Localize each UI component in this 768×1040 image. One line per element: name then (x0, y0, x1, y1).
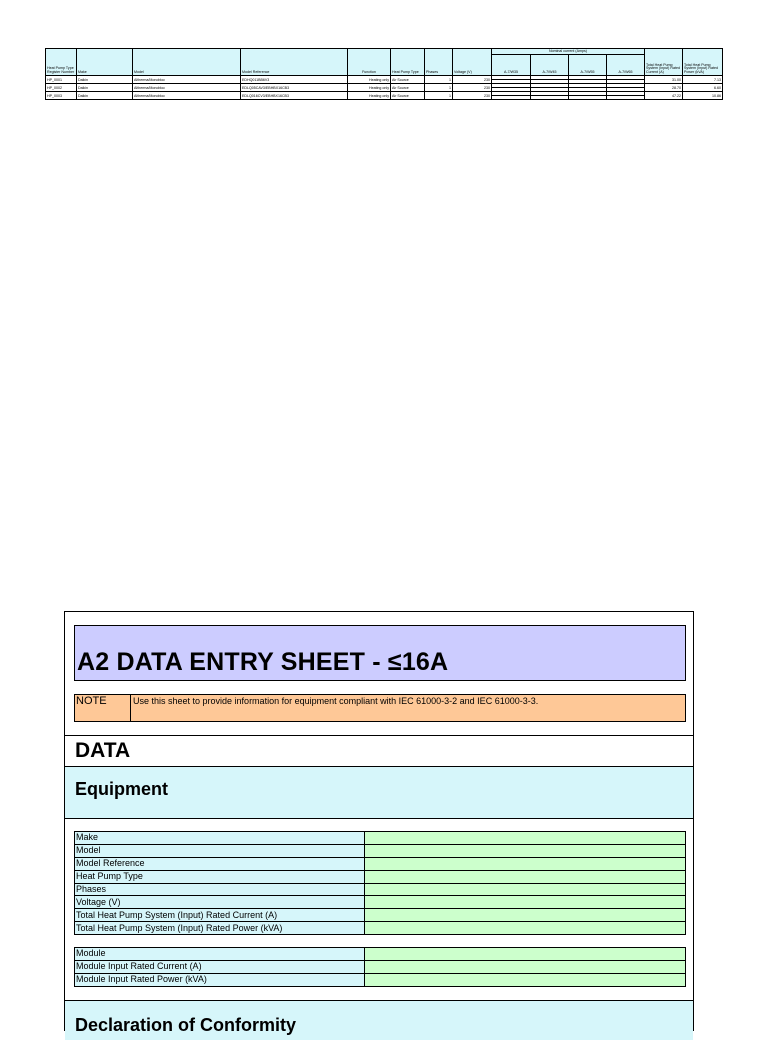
cell-make: Daikin (77, 92, 133, 100)
cell-a7w45 (531, 76, 569, 84)
cell-make: Daikin (77, 84, 133, 92)
cell-model: Altherma/Monobloc (133, 84, 241, 92)
col-header-total-power: Total Heat Pump System (Input) Rated Power (kVA) (683, 49, 723, 76)
col-header-voltage: Voltage (V) (453, 49, 492, 76)
col-header-total-current: Total Heat Pump System (Input) Rated Current (A) (645, 49, 683, 76)
voltage-input[interactable] (365, 896, 686, 909)
cell-a7w55 (569, 92, 607, 100)
form-row-model-reference (75, 857, 686, 870)
module-current-input[interactable] (365, 960, 686, 973)
module-power-input[interactable] (365, 973, 686, 986)
cell-total-power: 6.60 (683, 84, 723, 92)
table-row (46, 84, 723, 92)
cell-total-current: 47.22 (645, 92, 683, 100)
equipment-section-header (65, 767, 693, 819)
cell-a7w35 (492, 84, 531, 92)
data-entry-sheet (64, 611, 694, 1035)
form-row-module-current (75, 960, 686, 973)
cell-model: Altherma/Monobloc (133, 76, 241, 84)
cell-model: Altherma/Monobloc (133, 92, 241, 100)
col-header-a7w65: A-7/W65 (607, 55, 645, 76)
heat-pump-register-table (45, 48, 723, 100)
field-label-total-power: Total Heat Pump System (Input) Rated Power (kVA) (75, 922, 365, 935)
declaration-section-header (65, 1000, 693, 1040)
cell-phases: 1 (425, 76, 453, 84)
cell-phases: 1 (425, 92, 453, 100)
module-form (74, 947, 686, 987)
sheet-title-box (74, 625, 686, 681)
col-header-heat-pump-type: Heat Pump Type (391, 49, 425, 76)
col-header-a7w35: A-7/W35 (492, 55, 531, 76)
model-reference-input[interactable] (365, 857, 686, 870)
col-header-model-reference: Model Reference (241, 49, 348, 76)
cell-register-number: HP_0002 (46, 84, 77, 92)
cell-total-current: 28.70 (645, 84, 683, 92)
cell-voltage: 230 (453, 84, 492, 92)
field-label-module-power: Module Input Rated Power (kVA) (75, 973, 365, 986)
cell-model-reference: EDLQ016CV3/EBHBX16CB3 (241, 92, 348, 100)
cell-total-current: 31.00 (645, 76, 683, 84)
data-section-header (65, 735, 693, 767)
cell-model-reference: EDHQ011BB6V3 (241, 76, 348, 84)
cell-function: Heating only (348, 84, 391, 92)
col-header-a7w55: A-7/W55 (569, 55, 607, 76)
equipment-heading: Equipment (75, 779, 168, 799)
form-row-make (75, 832, 686, 845)
field-label-module: Module (75, 948, 365, 961)
field-label-make: Make (75, 832, 365, 845)
cell-model-reference: EDLQ05CAV3/EBHBX16CB3 (241, 84, 348, 92)
cell-register-number: HP_0003 (46, 92, 77, 100)
field-label-module-current: Module Input Rated Current (A) (75, 960, 365, 973)
make-input[interactable] (365, 832, 686, 845)
data-heading: DATA (75, 739, 131, 762)
col-header-model: Model (133, 49, 241, 76)
total-power-input[interactable] (365, 922, 686, 935)
form-row-model (75, 844, 686, 857)
col-header-register-number: Heat Pump Type Register Number (46, 49, 77, 76)
cell-voltage: 230 (453, 92, 492, 100)
module-input[interactable] (365, 948, 686, 961)
col-header-phases: Phases (425, 49, 453, 76)
note-text: Use this sheet to provide information for equipment compliant with IEC 61000-3-2 and IEC 61000-3-3. (133, 696, 539, 706)
cell-a7w65 (607, 76, 645, 84)
total-current-input[interactable] (365, 909, 686, 922)
phases-input[interactable] (365, 883, 686, 896)
cell-voltage: 230 (453, 76, 492, 84)
form-row-module (75, 948, 686, 961)
form-row-total-power (75, 922, 686, 935)
field-label-model-reference: Model Reference (75, 857, 365, 870)
cell-function: Heating only (348, 76, 391, 84)
form-row-phases (75, 883, 686, 896)
table-row (46, 76, 723, 84)
cell-function: Heating only (348, 92, 391, 100)
cell-heat-pump-type: Air Source (391, 84, 425, 92)
field-label-model: Model (75, 844, 365, 857)
cell-a7w55 (569, 76, 607, 84)
note-label: NOTE (75, 695, 131, 721)
form-row-heat-pump-type (75, 870, 686, 883)
note-box (74, 694, 686, 722)
table-row (46, 92, 723, 100)
col-header-nominal-current: Nominal current (Amps) (492, 49, 645, 55)
cell-heat-pump-type: Air Source (391, 92, 425, 100)
cell-make: Daikin (77, 76, 133, 84)
cell-total-power: 10.86 (683, 92, 723, 100)
field-label-heat-pump-type: Heat Pump Type (75, 870, 365, 883)
field-label-phases: Phases (75, 883, 365, 896)
col-header-function: Function (348, 49, 391, 76)
cell-a7w35 (492, 76, 531, 84)
form-row-module-power (75, 973, 686, 986)
cell-a7w65 (607, 84, 645, 92)
cell-heat-pump-type: Air Source (391, 76, 425, 84)
cell-register-number: HP_0001 (46, 76, 77, 84)
cell-a7w65 (607, 92, 645, 100)
form-row-voltage (75, 896, 686, 909)
model-input[interactable] (365, 844, 686, 857)
sheet-title: A2 DATA ENTRY SHEET - ≤16A (77, 648, 449, 676)
field-label-total-current: Total Heat Pump System (Input) Rated Current (A) (75, 909, 365, 922)
cell-total-power: 7.13 (683, 76, 723, 84)
cell-a7w55 (569, 84, 607, 92)
form-row-total-current (75, 909, 686, 922)
cell-a7w45 (531, 92, 569, 100)
declaration-heading: Declaration of Conformity (75, 1015, 297, 1035)
col-header-make: Make (77, 49, 133, 76)
col-header-a7w45: A-7/W45 (531, 55, 569, 76)
cell-phases: 1 (425, 84, 453, 92)
cell-a7w45 (531, 84, 569, 92)
field-label-voltage: Voltage (V) (75, 896, 365, 909)
heat-pump-type-input[interactable] (365, 870, 686, 883)
equipment-form (74, 831, 686, 935)
cell-a7w35 (492, 92, 531, 100)
